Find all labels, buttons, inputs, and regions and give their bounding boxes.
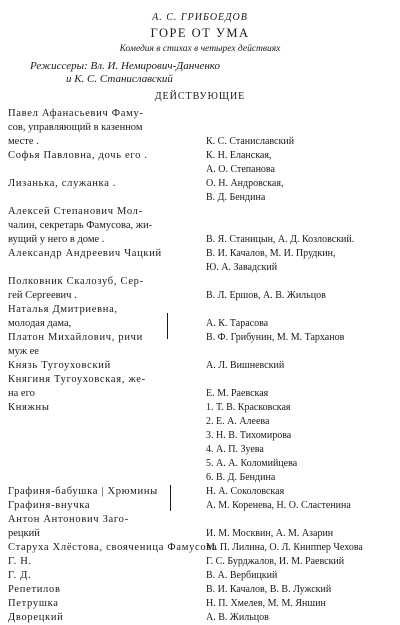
cast-role: Княжны (8, 402, 50, 413)
cast-role: Дворецкий (8, 612, 64, 623)
cast-actor: 3. Н. В. Тихомирова (206, 430, 292, 441)
cast-role: сов, управляющий в казенном (8, 122, 143, 133)
cast-role: молодая дама, (8, 318, 72, 329)
cast-actor: В. Я. Станицын, А. Д. Козловский. (206, 234, 355, 245)
cast-role: Г. Д. (8, 570, 32, 581)
directors-block (30, 60, 390, 86)
cast-row (0, 485, 400, 499)
cast-list (0, 107, 400, 625)
cast-row (0, 303, 400, 317)
cast-actor: В. А. Вербицкий (206, 570, 278, 581)
brace-khryuminy (170, 485, 171, 511)
cast-row (0, 583, 400, 597)
cast-actor: В. Ф. Грибунин, М. М. Тарханов (206, 332, 345, 343)
cast-role: Репетилов (8, 584, 61, 595)
cast-actor: В. И. Качалов, М. И. Прудкин, (206, 248, 336, 259)
cast-role: вущий у него в доме . (8, 234, 105, 245)
cast-actor: Н. П. Хмелев, М. М. Яншин (206, 598, 326, 609)
cast-role: месте . (8, 136, 39, 147)
cast-actor: К. С. Станиславский (206, 136, 295, 147)
cast-actor: Ю. А. Завадский (206, 262, 278, 273)
cast-row (0, 205, 400, 219)
cast-role: Князь Тугоуховский (8, 360, 111, 371)
cast-row (0, 611, 400, 625)
cast-role: чалин, секретарь Фамусова, жи- (8, 220, 153, 231)
cast-role: Старуха Хлёстова, свояченица Фамусова (8, 542, 218, 553)
cast-row (0, 163, 400, 177)
cast-actor: А. Л. Вишневский (206, 360, 285, 371)
cast-row (0, 345, 400, 359)
cast-row (0, 149, 400, 163)
cast-actor: В. Л. Ершов, А. В. Жильцов (206, 290, 326, 301)
cast-row (0, 527, 400, 541)
cast-actor: 5. А. А. Коломийцева (206, 458, 298, 469)
cast-row (0, 275, 400, 289)
cast-actor: А. О. Степанова (206, 164, 275, 175)
cast-role: муж ее (8, 346, 39, 357)
cast-actor: О. Н. Андровская, (206, 178, 284, 189)
cast-row (0, 569, 400, 583)
cast-row (0, 373, 400, 387)
cast-role: Графиня-внучка (8, 500, 91, 511)
cast-actor: 6. В. Д. Бендина (206, 472, 276, 483)
cast-role: Петрушка (8, 598, 59, 609)
cast-row (0, 387, 400, 401)
cast-row (0, 359, 400, 373)
cast-role: Антон Антонович Заго- (8, 514, 129, 525)
cast-row (0, 177, 400, 191)
cast-actor: Н. А. Соколовская (206, 486, 285, 497)
cast-row (0, 415, 400, 429)
cast-row (0, 135, 400, 149)
cast-role: гей Сергеевич . (8, 290, 77, 301)
directors-line-2: и К. С. Станиславский (66, 73, 173, 85)
cast-role: Лизанька, служанка . (8, 178, 117, 189)
cast-actor: М. П. Лилина, О. Л. Книппер Чехова (206, 542, 363, 553)
cast-role: Графиня-бабушка | Хрюмины (8, 486, 158, 497)
cast-row (0, 555, 400, 569)
cast-actor: И. М. Москвин, А. М. Азарин (206, 528, 334, 539)
cast-heading: ДЕЙСТВУЮЩИЕ (154, 91, 246, 102)
cast-row (0, 443, 400, 457)
cast-row (0, 513, 400, 527)
cast-row (0, 191, 400, 205)
cast-row (0, 219, 400, 233)
cast-role: Александр Андреевич Чацкий (8, 248, 162, 259)
directors-line-1: Режиссеры: Вл. И. Немирович-Данченко (30, 60, 221, 72)
cast-actor: К. Н. Еланская, (206, 150, 272, 161)
cast-row (0, 247, 400, 261)
cast-row (0, 107, 400, 121)
cast-row (0, 401, 400, 415)
cast-row (0, 471, 400, 485)
cast-actor: А. В. Жильцов (206, 612, 269, 623)
cast-role: Наталья Дмитриевна, (8, 304, 118, 315)
cast-actor: В. Д. Бендина (206, 192, 266, 203)
cast-row (0, 499, 400, 513)
cast-actor: Г. С. Бурджалов, И. М. Раевский (206, 556, 345, 567)
cast-role: Платон Михайлович, ричи (8, 332, 143, 343)
cast-actor: А. К. Тарасова (206, 318, 269, 329)
cast-role: Павел Афанасьевич Фаму- (8, 108, 144, 119)
author-line: А. С. ГРИБОЕДОВ (152, 12, 248, 23)
cast-row (0, 261, 400, 275)
cast-actor: 1. Т. В. Красковская (206, 402, 291, 413)
cast-actor: В. И. Качалов, В. В. Лужский (206, 584, 332, 595)
cast-role: Княгиня Тугоуховская, же- (8, 374, 146, 385)
cast-role: рецкий (8, 528, 40, 539)
cast-actor: А. М. Коренева, Н. О. Сластенина (206, 500, 351, 511)
cast-row (0, 317, 400, 331)
cast-actor: 4. А. П. Зуева (206, 444, 264, 455)
cast-row (0, 597, 400, 611)
cast-row (0, 429, 400, 443)
cast-actor: Е. М. Раевская (206, 388, 269, 399)
cast-row (0, 233, 400, 247)
cast-row (0, 331, 400, 345)
cast-actor: 2. Е. А. Алеева (206, 416, 270, 427)
cast-role: Полковник Скалозуб, Сер- (8, 276, 144, 287)
play-subtitle: Комедия в стихах в четырех действиях (119, 44, 281, 54)
play-title: ГОРЕ ОТ УМА (150, 26, 250, 40)
cast-row (0, 289, 400, 303)
cast-role: Г. Н. (8, 556, 32, 567)
cast-role: на его (8, 388, 35, 399)
cast-row (0, 121, 400, 135)
cast-role: Софья Павловна, дочь его . (8, 150, 148, 161)
cast-role: Алексей Степанович Мол- (8, 206, 143, 217)
cast-row (0, 457, 400, 471)
brace-gorichi (167, 313, 168, 339)
cast-row (0, 541, 400, 555)
